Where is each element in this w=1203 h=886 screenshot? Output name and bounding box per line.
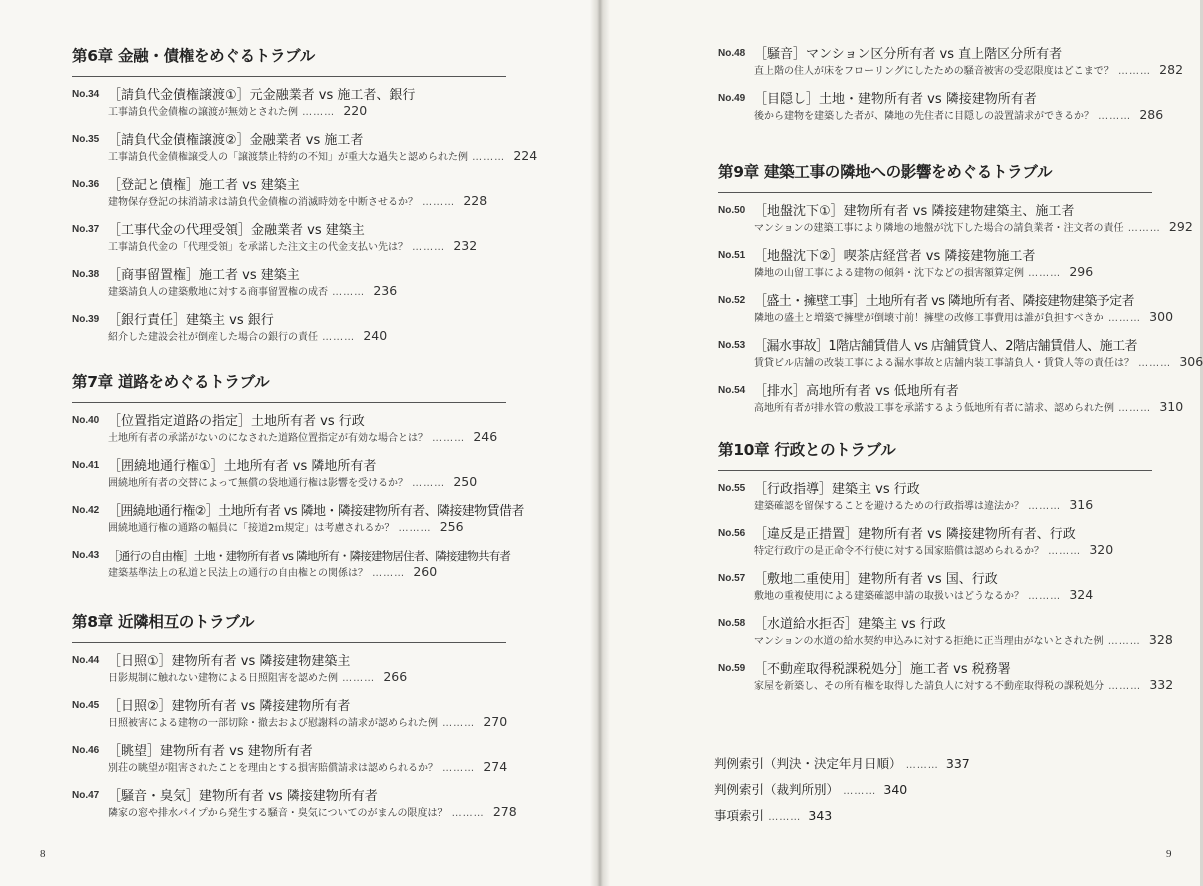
entry-description: 日影規制に触れない建物による日照阻害を認めた例 ……… 266 <box>108 669 408 684</box>
entry-description: 家屋を新築し、その所有権を取得した請負人に対する不動産取得税の課税処分 ……… 332 <box>754 677 1174 692</box>
toc-entry[interactable] <box>72 177 537 210</box>
entry-description: 囲繞地所有者の交替によって無償の袋地通行権は影響を受けるか？ ……… 250 <box>108 474 478 489</box>
index-item[interactable]: 判例索引（判決・決定年月日順） ……… 337 <box>714 756 970 771</box>
entry-description: マンションの水道の給水契約申込みに対する拒絶に正当理由がないとされた例 ……… 328 <box>754 632 1173 647</box>
page-number: 9 <box>1166 848 1172 860</box>
entry-description: 隣地の盛土と増築で擁壁が倒壊寸前！擁壁の改修工事費用は誰が負担すべきか ……… 300 <box>754 309 1174 324</box>
entry-title: ［盛土・擁壁工事］土地所有者 vs 隣地所有者、隣接建物建築予定者 <box>754 294 1134 309</box>
entry-description: 敷地の重複使用による建築確認申請の取扱いはどうなるか？ ……… 324 <box>754 587 1094 602</box>
entry-page: 228 <box>463 193 488 208</box>
entry-title: ［行政指導］建築主 vs 行政 <box>754 482 920 497</box>
entry-number: No.54 <box>718 385 746 396</box>
entry-title: ［囲繞地通行権②］土地所有者 vs 隣地・隣接建物所有者、隣接建物賃借者 <box>108 504 524 519</box>
entry-title: ［商事留置権］施工者 vs 建築主 <box>108 268 300 283</box>
toc-entry[interactable] <box>72 132 537 165</box>
entry-number: No.57 <box>718 573 746 584</box>
entry-number: No.40 <box>72 415 100 426</box>
entry-description: 後から建物を建築した者が、隣地の先住者に目隠しの設置請求ができるか？ ……… 286 <box>754 107 1164 122</box>
toc-entry[interactable] <box>718 338 1203 371</box>
toc-entry[interactable] <box>718 46 1183 79</box>
entry-page: 310 <box>1159 399 1184 414</box>
entry-description: 隣家の窓や排水パイプから発生する騒音・臭気についてのがまんの限度は？ ……… 278 <box>108 804 517 819</box>
entry-description: 高地所有者が排水管の敷設工事を承諾するよう低地所有者に請求、認められた例 ……… 310 <box>754 399 1184 414</box>
entry-title: ［請負代金債権譲渡②］金融業者 vs 施工者 <box>108 133 364 148</box>
entry-number: No.49 <box>718 93 746 104</box>
right-page <box>604 0 1203 886</box>
chapter-9 <box>718 160 1203 428</box>
toc-entry[interactable] <box>72 653 517 686</box>
page-number: 8 <box>40 848 46 860</box>
entry-number: No.43 <box>72 550 100 561</box>
toc-entry[interactable] <box>72 87 537 120</box>
toc-entry[interactable] <box>72 698 517 731</box>
chapter-8 <box>72 610 517 833</box>
toc-entry[interactable] <box>718 203 1203 236</box>
entry-number: No.55 <box>718 483 746 494</box>
entry-page: 240 <box>363 328 388 343</box>
chapter-rule <box>72 76 506 77</box>
toc-entry[interactable] <box>72 458 524 491</box>
entry-description: マンションの建築工事により隣地の地盤が沈下した場合の請負業者・注文者の責任 ……… 292 <box>754 219 1193 234</box>
toc-entry[interactable] <box>72 788 517 821</box>
entry-number: No.59 <box>718 663 746 674</box>
entry-title: ［請負代金債権譲渡①］元金融業者 vs 施工者、銀行 <box>108 88 416 103</box>
entry-page: 286 <box>1139 107 1164 122</box>
entry-page: 320 <box>1089 542 1114 557</box>
entry-page: 300 <box>1149 309 1174 324</box>
entry-page: 278 <box>492 804 517 819</box>
toc-entry[interactable] <box>72 413 524 446</box>
entry-number: No.50 <box>718 205 746 216</box>
entry-title: ［位置指定道路の指定］土地所有者 vs 行政 <box>108 414 365 429</box>
toc-entry[interactable] <box>72 548 524 581</box>
chapter-rule <box>718 470 1152 471</box>
entry-title: ［工事代金の代理受領］金融業者 vs 建築主 <box>108 223 365 238</box>
toc-entry[interactable] <box>718 293 1203 326</box>
toc-entry[interactable] <box>718 526 1173 559</box>
chapter-rule <box>72 642 506 643</box>
entry-title: ［地盤沈下②］喫茶店経営者 vs 隣接建物施工者 <box>754 249 1036 264</box>
index-page: 343 <box>808 808 833 823</box>
entry-title: ［銀行責任］建築主 vs 銀行 <box>108 313 274 328</box>
toc-entry[interactable] <box>72 222 537 255</box>
entry-description: 工事請負代金の「代理受領」を承諾した注文主の代金支払い先は？ ……… 232 <box>108 238 478 253</box>
entry-number: No.53 <box>718 340 746 351</box>
entry-description: 建物保存登記の抹消請求は請負代金債権の消滅時効を中断させるか？ ……… 228 <box>108 193 488 208</box>
entry-number: No.51 <box>718 250 746 261</box>
index-list <box>714 752 970 830</box>
entry-description: 建築確認を留保することを避けるための行政指導は違法か？ ……… 316 <box>754 497 1094 512</box>
toc-entry[interactable] <box>72 312 537 345</box>
entry-number: No.42 <box>72 505 100 516</box>
entry-title: ［騒音・臭気］建物所有者 vs 隣接建物所有者 <box>108 789 378 804</box>
index-item[interactable]: 判例索引（裁判所別） ……… 340 <box>714 782 908 797</box>
chapter-title: 第8章 近隣相互のトラブル <box>72 613 255 631</box>
left-page <box>0 0 596 886</box>
entry-number: No.52 <box>718 295 746 306</box>
entry-title: ［騒音］マンション区分所有者 vs 直上階区分所有者 <box>754 47 1063 62</box>
entry-number: No.46 <box>72 745 100 756</box>
chapter-title: 第9章 建築工事の隣地への影響をめぐるトラブル <box>718 163 1053 181</box>
entry-number: No.48 <box>718 48 746 59</box>
entry-page: 270 <box>483 714 508 729</box>
entry-description: 建築基準法上の私道と民法上の通行の自由権との関係は？ ……… 260 <box>108 564 438 579</box>
entry-page: 246 <box>473 429 498 444</box>
entry-number: No.45 <box>72 700 100 711</box>
index-page: 337 <box>945 756 970 771</box>
entry-page: 260 <box>413 564 438 579</box>
entry-number: No.34 <box>72 89 100 100</box>
entry-title: ［目隠し］土地・建物所有者 vs 隣接建物所有者 <box>754 92 1037 107</box>
entry-description: 工事請負代金債権の譲渡が無効とされた例 ……… 220 <box>108 103 368 118</box>
entry-description: 囲繞地通行権の通路の幅員に「接道2ｍ規定」は考慮されるか？ ……… 256 <box>108 519 464 534</box>
chapter-7 <box>72 370 524 593</box>
entry-title: ［敷地二重使用］建物所有者 vs 国、行政 <box>754 572 998 587</box>
entry-title: ［不動産取得税課税処分］施工者 vs 税務署 <box>754 662 1011 677</box>
entry-number: No.56 <box>718 528 746 539</box>
entry-page: 232 <box>453 238 478 253</box>
entry-title: ［日照①］建物所有者 vs 隣接建物建築主 <box>108 654 351 669</box>
entry-description: 特定行政庁の是正命令不行使に対する国家賠償は認められるか？ ……… 320 <box>754 542 1114 557</box>
entry-title: ［日照②］建物所有者 vs 隣接建物所有者 <box>108 699 351 714</box>
entry-page: 220 <box>343 103 368 118</box>
entry-description: 工事請負代金債権譲受人の「譲渡禁止特約の不知」が重大な過失と認められた例 ……… 224 <box>108 148 538 163</box>
entry-title: ［水道給水拒否］建築主 vs 行政 <box>754 617 946 632</box>
book-gutter <box>590 0 610 886</box>
entry-title: ［違反是正措置］建物所有者 vs 隣接建物所有者、行政 <box>754 527 1076 542</box>
entry-description: 日照被害による建物の一部切除・撤去および慰謝料の請求が認められた例 ……… 270 <box>108 714 508 729</box>
index-page: 340 <box>883 782 908 797</box>
chapter-rule <box>718 192 1152 193</box>
entry-number: No.38 <box>72 269 100 280</box>
entry-page: 224 <box>513 148 538 163</box>
entry-number: No.41 <box>72 460 100 471</box>
toc-entry[interactable] <box>72 503 524 536</box>
entry-description: 紹介した建設会社が倒産した場合の銀行の責任 ……… 240 <box>108 328 388 343</box>
toc-entry[interactable] <box>718 248 1203 281</box>
entry-page: 236 <box>373 283 398 298</box>
toc-entry[interactable] <box>718 661 1173 694</box>
chapter-8-continued <box>718 46 1183 136</box>
entry-title: ［排水］高地所有者 vs 低地所有者 <box>754 384 959 399</box>
chapter-title: 第6章 金融・債権をめぐるトラブル <box>72 47 315 65</box>
entry-page: 282 <box>1159 62 1184 77</box>
entry-page: 328 <box>1148 632 1173 647</box>
entry-description: 隣地の山留工事による建物の傾斜・沈下などの損害額算定例 ……… 296 <box>754 264 1094 279</box>
toc-entry[interactable] <box>718 481 1173 514</box>
toc-entry[interactable] <box>72 743 517 776</box>
entry-number: No.44 <box>72 655 100 666</box>
toc-entry[interactable] <box>718 383 1203 416</box>
entry-description: 賃貸ビル店舗の改装工事による漏水事故と店舗内装工事請負人・賃貸人等の責任は？ ……… 306 <box>754 354 1203 369</box>
chapter-rule <box>72 402 506 403</box>
toc-entry[interactable] <box>72 267 537 300</box>
entry-page: 316 <box>1069 497 1094 512</box>
chapter-6 <box>72 44 537 357</box>
entry-number: No.36 <box>72 179 100 190</box>
entry-title: ［登記と債権］施工者 vs 建築主 <box>108 178 300 193</box>
toc-entry[interactable] <box>718 91 1183 124</box>
chapter-title: 第10章 行政とのトラブル <box>718 441 896 459</box>
entry-number: No.37 <box>72 224 100 235</box>
index-item[interactable]: 事項索引 ……… 343 <box>714 808 833 823</box>
entry-number: No.58 <box>718 618 746 629</box>
entry-number: No.39 <box>72 314 100 325</box>
entry-page: 274 <box>483 759 508 774</box>
entry-title: ［眺望］建物所有者 vs 建物所有者 <box>108 744 313 759</box>
entry-page: 306 <box>1179 354 1203 369</box>
entry-number: No.47 <box>72 790 100 801</box>
toc-entry[interactable] <box>718 571 1173 604</box>
entry-page: 296 <box>1069 264 1094 279</box>
entry-description: 別荘の眺望が阻害されたことを理由とする損害賠償請求は認められるか？ ……… 274 <box>108 759 508 774</box>
entry-page: 266 <box>383 669 408 684</box>
entry-title: ［地盤沈下①］建物所有者 vs 隣接建物建築主、施工者 <box>754 204 1075 219</box>
entry-description: 直上階の住人が床をフローリングにしたための騒音被害の受忍限度はどこまで？ ……… 282 <box>754 62 1184 77</box>
entry-page: 250 <box>453 474 478 489</box>
entry-page: 256 <box>439 519 464 534</box>
chapter-title: 第7章 道路をめぐるトラブル <box>72 373 270 391</box>
chapter-10 <box>718 438 1173 706</box>
entry-title: ［漏水事故］1階店舗賃借人 vs 店舗賃貸人、2階店舗賃借人、施工者 <box>754 339 1137 354</box>
entry-description: 建築請負人の建築敷地に対する商事留置権の成否 ……… 236 <box>108 283 398 298</box>
entry-page: 332 <box>1149 677 1174 692</box>
entry-title: ［通行の自由権］土地・建物所有者 vs 隣地所有・隣接建物居住者、隣接建物共有者 <box>108 549 511 563</box>
entry-page: 324 <box>1069 587 1094 602</box>
toc-entry[interactable] <box>718 616 1173 649</box>
entry-title: ［囲繞地通行権①］土地所有者 vs 隣地所有者 <box>108 459 377 474</box>
entry-description: 土地所有者の承諾がないのになされた道路位置指定が有効な場合とは？ ……… 246 <box>108 429 498 444</box>
entry-number: No.35 <box>72 134 100 145</box>
entry-page: 292 <box>1168 219 1193 234</box>
